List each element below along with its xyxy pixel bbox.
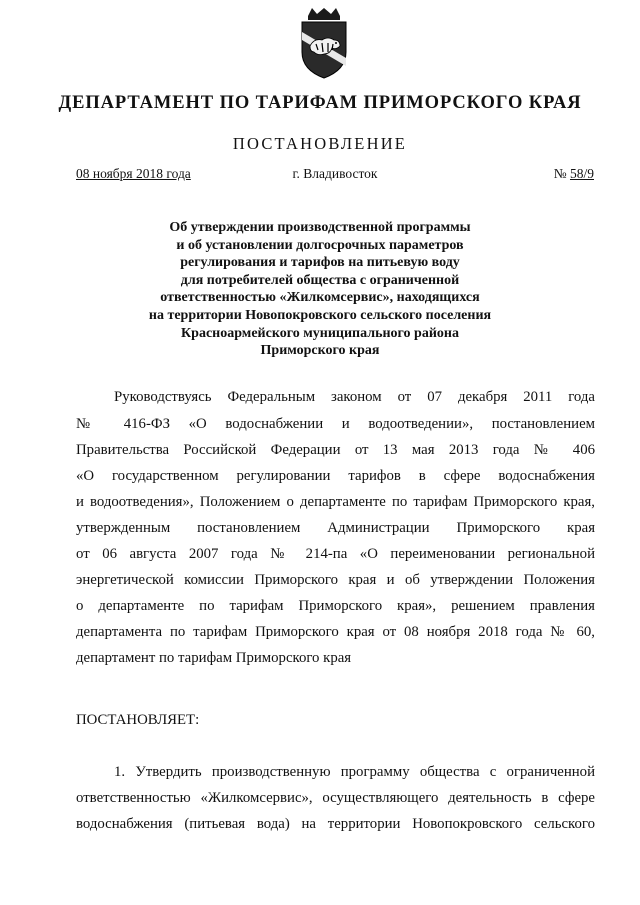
department-title: ДЕПАРТАМЕНТ ПО ТАРИФАМ ПРИМОРСКОГО КРАЯ xyxy=(58,93,582,113)
document-city: г. Владивосток xyxy=(292,166,378,181)
subject-line: Красноармейского муниципального района xyxy=(181,325,459,341)
document-number xyxy=(554,166,594,182)
document-date: 08 ноября 2018 года xyxy=(76,166,191,181)
preamble-line: утвержденным постановлением Администрации Приморского края xyxy=(76,520,595,536)
subject-line: ответственностью «Жилкомсервис», находящихся xyxy=(160,290,480,306)
subject-line: Об утверждении производственной программы xyxy=(169,220,471,235)
decree-word: ПОСТАНОВЛЯЕТ: xyxy=(76,712,200,728)
document-meta-row xyxy=(76,166,594,186)
item-line: водоснабжения (питьевая вода) на территории Новопокровского сельского xyxy=(76,816,595,832)
subject-line: Приморского края xyxy=(260,343,380,359)
preamble-line: Руководствуясь Федеральным законом от 07 декабря 2011 года xyxy=(114,389,595,405)
preamble-line: энергетической комиссии Приморского края и об утверждении Положения xyxy=(76,572,595,588)
item-line: ответственностью «Жилкомсервис», осуществляющего деятельность в сфере xyxy=(76,790,595,806)
subject-line: для потребителей общества с ограниченной xyxy=(180,272,460,288)
preamble-line: № 416-ФЗ «О водоснабжении и водоотведении», постановлением xyxy=(76,416,595,432)
document-number-prefix: № xyxy=(553,166,570,181)
preamble-line: от 06 августа 2007 года № 214-па «О переименовании региональной xyxy=(76,546,595,562)
item-line: 1. Утвердить производственную программу общества с ограниченной xyxy=(114,764,595,780)
preamble-line: о департаменте по тарифам Приморского края», решением правления xyxy=(76,598,595,614)
preamble-line: Правительства Российской Федерации от 13 мая 2013 года № 406 xyxy=(76,442,595,458)
subject-line: регулирования и тарифов на питьевую воду xyxy=(180,255,460,271)
preamble-line: «О государственном регулировании тарифов в сфере водоснабжения xyxy=(76,468,595,484)
subject-line: и об установлении долгосрочных параметров xyxy=(176,237,464,253)
subject-line: на территории Новопокровского сельского поселения xyxy=(148,307,492,323)
preamble-line: департамент по тарифам Приморского края xyxy=(76,650,352,666)
document-subject xyxy=(120,219,520,360)
coat-of-arms-tiger-icon xyxy=(296,8,352,80)
document-type: ПОСТАНОВЛЕНИЕ xyxy=(232,134,408,153)
document-number-value: 58/9 xyxy=(569,166,594,181)
preamble-line: и водоотведения», Положением о департаменте по тарифам Приморского края, xyxy=(76,494,595,510)
preamble-line: департамента по тарифам Приморского края от 08 ноября 2018 года № 60, xyxy=(76,624,595,640)
